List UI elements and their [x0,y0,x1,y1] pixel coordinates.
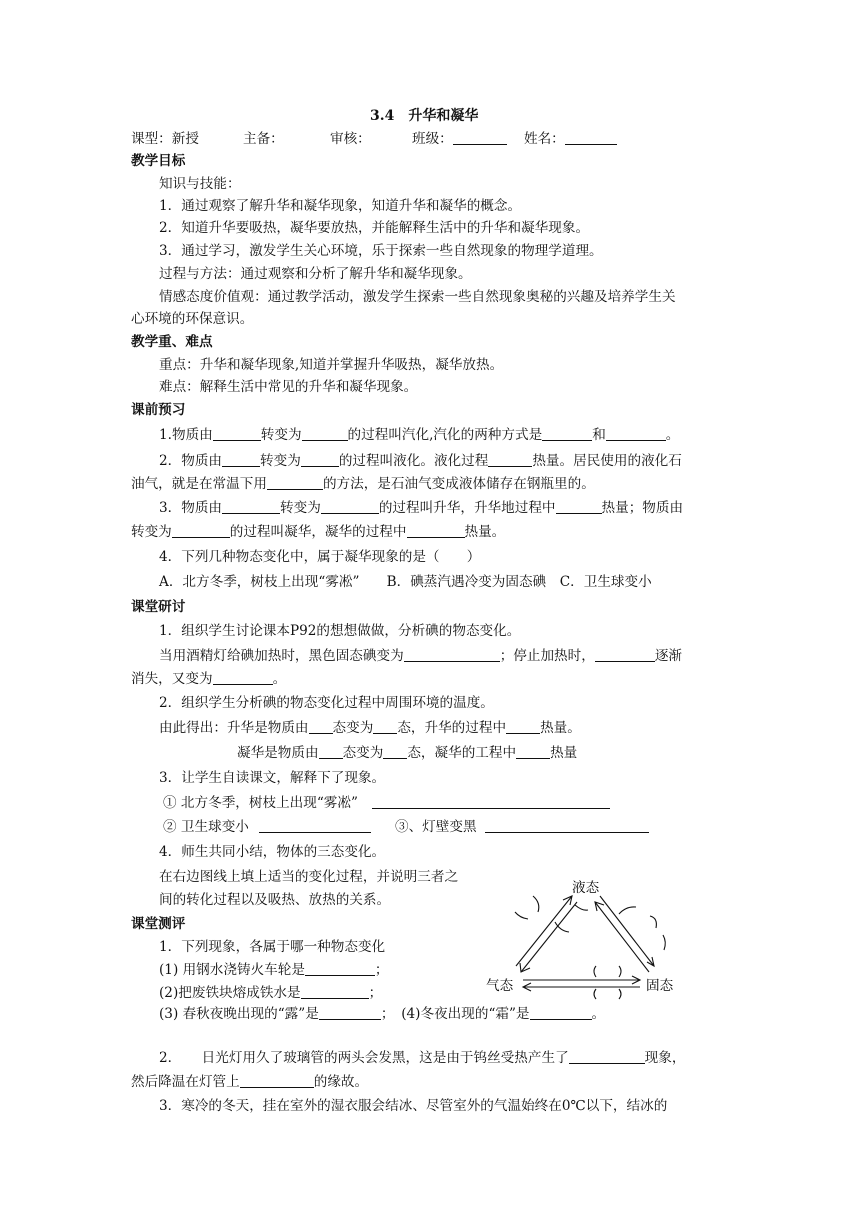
objective-knowledge-label: 知识与技能： [159,176,241,192]
key-points-heading: 教学重、难点 [131,334,213,350]
objective-k2: 2．知道升华要吸热，凝华要放热，并能解释生活中的升华和凝华现象。 [159,220,590,236]
objective-k1: 1．通过观察了解升华和凝华现象，知道升华和凝华的概念。 [159,198,522,214]
test-t3: 3．寒冷的冬天，挂在室外的湿衣服会结冰、尽管室外的气温始终在0℃以下，结冰的 [159,1098,668,1114]
meta-author: 主备： [243,131,284,147]
blank-bracket [619,989,621,999]
study-s3: 3．让学生自读课文，解释下了现象。 [159,770,386,786]
test-t2: 2． 日光灯用久了玻璃管的两头会发黑，这是由于钨丝受热产生了 现象， [159,1050,686,1066]
preview-q2: 2．物质由 转变为 的过程叫液化。液化过程 热量。居民使用的液化石 [159,453,682,469]
study-s3c: ③、灯壁变黑 [395,818,649,836]
objectives-heading: 教学目标 [131,153,186,169]
objective-k3: 3．通过学习，激发学生关心环境，乐于探索一些自然现象的物理学道理。 [159,243,603,259]
diagram-gas-label: 气态 [486,978,514,994]
preview-q2-cont: 油气，就是在常温下用 的方法，是石油气变成液体储存在钢瓶里的。 [131,476,595,492]
blank-bracket [663,935,665,950]
arrow-solid-to-liquid [595,902,649,972]
study-s3a: ① 北方冬季，树枝上出现“雾凇” [163,794,610,812]
study-s2: 2．组织学生分析碘的物态变化过程中周围环境的温度。 [159,695,494,711]
meta-type: 课型：新授 [131,131,199,147]
preview-q3-cont: 转变为 的过程叫凝华，凝华的过程中 热量。 [131,524,506,540]
objective-process: 过程与方法：通过观察和分析了解升华和凝华现象。 [159,266,472,282]
meta-review: 审核： [330,131,371,147]
preview-q4: 4．下列几种物态变化中，属于凝华现象的是（ ） [159,549,481,565]
blank-bracket [619,966,621,977]
preview-q3: 3．物质由 转变为 的过程叫升华，升华地过程中 热量；物质由 [159,500,684,516]
study-s1-text: 当用酒精灯给碘加热时，黑色固态碘变为 ；停止加热时， 逐渐 [159,648,683,664]
preview-heading: 课前预习 [131,402,186,418]
test-heading: 课堂测评 [131,916,186,932]
diagram-solid-label: 固态 [646,978,674,994]
test-t1-1: (1) 用钢水浇铸火车轮是 ； [159,962,389,978]
study-s4-text-cont: 间的转化过程以及吸热、放热的关系。 [159,892,391,908]
test-t1-2: (2)把废铁块熔成铁水是 ； [159,985,383,1001]
blank-bracket [650,916,656,928]
test-t1-3: (3) 春秋夜晚出现的“露”是 ； (4)冬夜出现的“霜”是 。 [159,1006,606,1022]
preview-q1: 1.物质由 转变为 的过程叫汽化,汽化的两种方式是 和 。 [159,427,680,443]
doc-title: 3.4 升华和凝华 [370,108,479,124]
blank-bracket [533,896,539,912]
arrow-liquid-to-gas [521,902,577,972]
study-s1-cont: 消失，又变为 。 [131,671,287,687]
blank-bracket [594,989,596,999]
blank-bracket [619,907,636,914]
study-s2-sublimation: 由此得出：升华是物质由 态变为 态，升华的过程中 热量。 [159,720,581,736]
study-s4: 4．师生共同小结，物体的三态变化。 [159,844,386,860]
blank-bracket [594,966,596,977]
preview-q4-options: A．北方冬季，树枝上出现“雾凇” B．碘蒸汽遇冷变为固态碘 C．卫生球变小 [159,574,652,590]
objective-emotion: 情感态度价值观：通过教学活动，激发学生探索一些自然现象奥秘的兴趣及培养学生关 [159,289,676,305]
study-s1: 1．组织学生讨论课本P92的想想做做，分析碘的物态变化。 [159,623,521,639]
key-point: 重点：升华和凝华现象,知道并掌握升华吸热，凝华放热。 [159,357,504,373]
test-t1: 1．下列现象，各属于哪一种物态变化 [159,939,386,955]
diagram-liquid-label: 液态 [572,880,600,896]
test-t2-cont: 然后降温在灯管上 的缘故。 [131,1074,369,1090]
meta-name: 姓名： [524,130,617,148]
study-s2-deposition: 凝华是物质由 态变为 态，凝华的工程中 热量 [237,745,578,761]
study-s3b: ② 卫生球变小 [163,818,371,836]
meta-class: 班级： [412,130,507,148]
study-heading: 课堂研讨 [131,599,186,615]
blank-bracket [515,912,528,919]
blank-bracket [575,905,588,910]
difficult-point: 难点：解释生活中常见的升华和凝华现象。 [159,379,418,395]
study-s4-text: 在右边图线上填上适当的变化过程，并说明三者之 [159,869,459,885]
arrow-liquid-to-solid [600,896,654,966]
objective-emotion-cont: 心环境的环保意识。 [131,311,254,327]
state-change-diagram [470,870,700,1000]
